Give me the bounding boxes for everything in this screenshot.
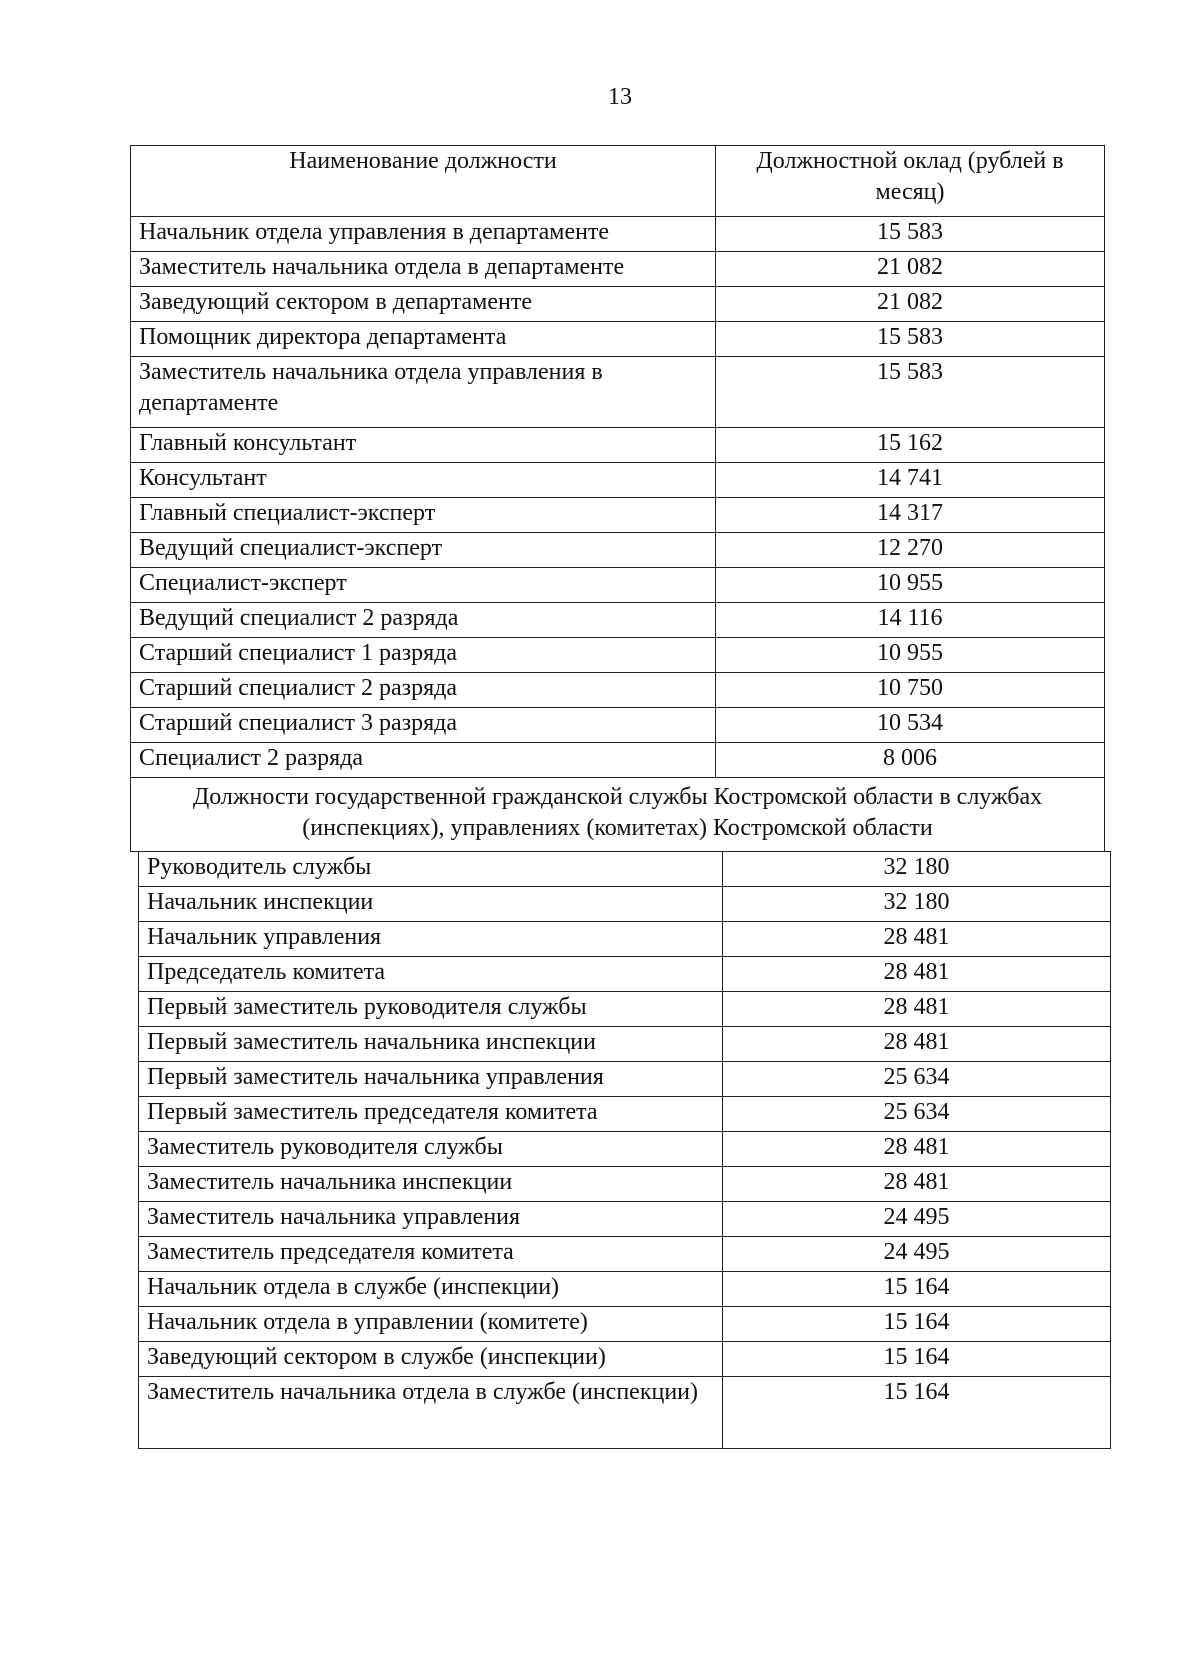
table-row bbox=[139, 1377, 1111, 1449]
position-name-cell: Старший специалист 2 разряда bbox=[131, 673, 716, 708]
position-name-cell: Заместитель начальника отдела в службе (инспекции) bbox=[139, 1377, 723, 1449]
table-row bbox=[131, 252, 1105, 287]
table-row bbox=[131, 217, 1105, 252]
table-row bbox=[139, 1202, 1111, 1237]
table-row bbox=[131, 708, 1105, 743]
salary-cell: 15 583 bbox=[716, 357, 1105, 428]
table-header-row bbox=[131, 146, 1105, 217]
position-name-cell: Заместитель руководителя службы bbox=[139, 1132, 723, 1167]
section-title: Должности государственной гражданской службы Костромской области в службах (инспекциях), управлениях (комитетах) Костромской области bbox=[131, 778, 1105, 852]
position-name-cell: Консультант bbox=[131, 463, 716, 498]
salary-table-lower bbox=[138, 851, 1111, 1449]
salary-cell: 10 750 bbox=[716, 673, 1105, 708]
position-name-cell: Специалист-эксперт bbox=[131, 568, 716, 603]
position-name-cell: Начальник отдела управления в департаменте bbox=[131, 217, 716, 252]
salary-cell: 24 495 bbox=[723, 1202, 1111, 1237]
salary-cell: 10 955 bbox=[716, 568, 1105, 603]
salary-table-upper bbox=[130, 145, 1105, 852]
salary-cell: 28 481 bbox=[723, 992, 1111, 1027]
position-name-cell: Начальник инспекции bbox=[139, 887, 723, 922]
table-row bbox=[139, 1307, 1111, 1342]
position-name-cell: Начальник отдела в службе (инспекции) bbox=[139, 1272, 723, 1307]
table-row bbox=[131, 287, 1105, 322]
salary-cell: 21 082 bbox=[716, 287, 1105, 322]
table-row bbox=[139, 1097, 1111, 1132]
position-name-cell: Заместитель начальника инспекции bbox=[139, 1167, 723, 1202]
salary-cell: 15 583 bbox=[716, 217, 1105, 252]
table-row bbox=[131, 743, 1105, 778]
salary-cell: 15 164 bbox=[723, 1307, 1111, 1342]
table-row bbox=[139, 1062, 1111, 1097]
salary-cell: 28 481 bbox=[723, 1167, 1111, 1202]
position-name-cell: Старший специалист 1 разряда bbox=[131, 638, 716, 673]
position-name-cell: Главный консультант bbox=[131, 428, 716, 463]
salary-cell: 15 164 bbox=[723, 1377, 1111, 1449]
page-number: 13 bbox=[608, 84, 632, 110]
table-row bbox=[131, 568, 1105, 603]
position-name-cell: Главный специалист-эксперт bbox=[131, 498, 716, 533]
position-name-cell: Заместитель председателя комитета bbox=[139, 1237, 723, 1272]
table-row bbox=[131, 428, 1105, 463]
salary-cell: 12 270 bbox=[716, 533, 1105, 568]
salary-cell: 24 495 bbox=[723, 1237, 1111, 1272]
salary-cell: 15 162 bbox=[716, 428, 1105, 463]
section-row bbox=[131, 778, 1105, 852]
position-name-cell: Первый заместитель начальника инспекции bbox=[139, 1027, 723, 1062]
salary-cell: 28 481 bbox=[723, 922, 1111, 957]
salary-cell: 14 741 bbox=[716, 463, 1105, 498]
salary-cell: 25 634 bbox=[723, 1097, 1111, 1132]
salary-cell: 28 481 bbox=[723, 1132, 1111, 1167]
salary-cell: 14 317 bbox=[716, 498, 1105, 533]
salary-cell: 15 164 bbox=[723, 1342, 1111, 1377]
position-name-cell: Первый заместитель руководителя службы bbox=[139, 992, 723, 1027]
table-row bbox=[139, 992, 1111, 1027]
position-name-cell: Начальник отдела в управлении (комитете) bbox=[139, 1307, 723, 1342]
table-row bbox=[139, 957, 1111, 992]
table-row bbox=[131, 498, 1105, 533]
position-name-cell: Начальник управления bbox=[139, 922, 723, 957]
table-row bbox=[131, 322, 1105, 357]
table-row bbox=[139, 1027, 1111, 1062]
salary-cell: 32 180 bbox=[723, 852, 1111, 887]
salary-cell: 8 006 bbox=[716, 743, 1105, 778]
table-row bbox=[131, 603, 1105, 638]
table-row bbox=[139, 1272, 1111, 1307]
table-row bbox=[131, 533, 1105, 568]
position-name-cell: Заместитель начальника отдела в департаменте bbox=[131, 252, 716, 287]
column-header-salary: Должностной оклад (рублей в месяц) bbox=[716, 146, 1105, 217]
salary-cell: 10 534 bbox=[716, 708, 1105, 743]
table-row bbox=[139, 1132, 1111, 1167]
position-name-cell: Председатель комитета bbox=[139, 957, 723, 992]
position-name-cell: Заведующий сектором в департаменте bbox=[131, 287, 716, 322]
position-name-cell: Старший специалист 3 разряда bbox=[131, 708, 716, 743]
table-row bbox=[131, 638, 1105, 673]
salary-cell: 21 082 bbox=[716, 252, 1105, 287]
position-name-cell: Помощник директора департамента bbox=[131, 322, 716, 357]
table-row bbox=[139, 1342, 1111, 1377]
position-name-cell: Заместитель начальника отдела управления в департаменте bbox=[131, 357, 716, 428]
table-row bbox=[131, 463, 1105, 498]
position-name-cell: Заведующий сектором в службе (инспекции) bbox=[139, 1342, 723, 1377]
salary-cell: 32 180 bbox=[723, 887, 1111, 922]
table-row bbox=[139, 852, 1111, 887]
position-name-cell: Специалист 2 разряда bbox=[131, 743, 716, 778]
salary-cell: 28 481 bbox=[723, 957, 1111, 992]
salary-cell: 15 583 bbox=[716, 322, 1105, 357]
salary-cell: 15 164 bbox=[723, 1272, 1111, 1307]
salary-cell: 28 481 bbox=[723, 1027, 1111, 1062]
salary-cell: 14 116 bbox=[716, 603, 1105, 638]
table-row bbox=[139, 1237, 1111, 1272]
column-header-position: Наименование должности bbox=[131, 146, 716, 217]
position-name-cell: Ведущий специалист 2 разряда bbox=[131, 603, 716, 638]
table-row bbox=[139, 922, 1111, 957]
table-row bbox=[131, 357, 1105, 428]
position-name-cell: Руководитель службы bbox=[139, 852, 723, 887]
salary-cell: 25 634 bbox=[723, 1062, 1111, 1097]
table-row bbox=[139, 887, 1111, 922]
position-name-cell: Первый заместитель начальника управления bbox=[139, 1062, 723, 1097]
position-name-cell: Ведущий специалист-эксперт bbox=[131, 533, 716, 568]
table-row bbox=[131, 673, 1105, 708]
table-row bbox=[139, 1167, 1111, 1202]
position-name-cell: Заместитель начальника управления bbox=[139, 1202, 723, 1237]
salary-cell: 10 955 bbox=[716, 638, 1105, 673]
position-name-cell: Первый заместитель председателя комитета bbox=[139, 1097, 723, 1132]
